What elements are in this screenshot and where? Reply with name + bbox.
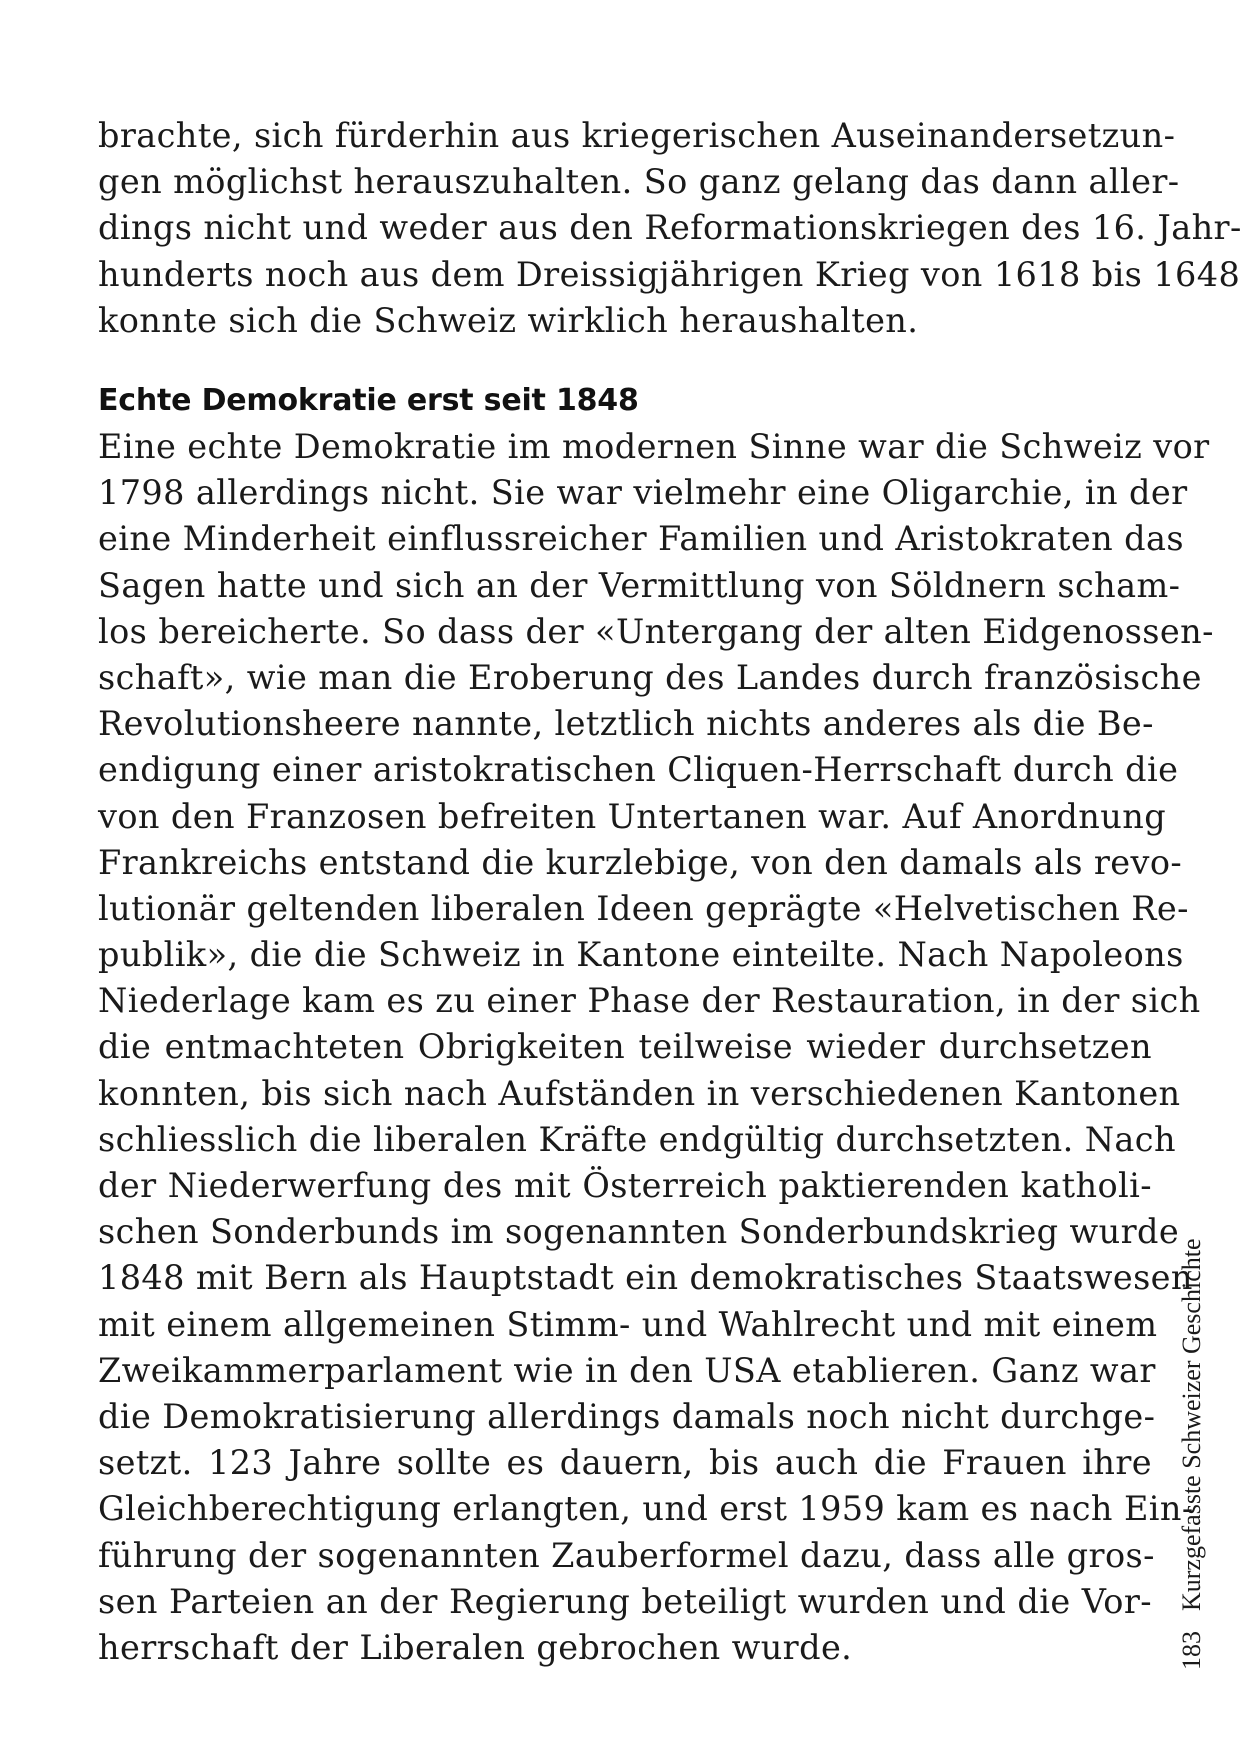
- text-line: hunderts noch aus dem Dreissigjährigen Krieg von 1618 bis 1648: [98, 254, 1241, 294]
- text-line: führung der sogenannten Zauberformel dazu, dass alle gros-: [98, 1535, 1155, 1575]
- body-paragraph-1: [98, 113, 1242, 344]
- text-line: Sagen hatte und sich an der Vermittlung von Söldnern scham-: [98, 565, 1181, 605]
- text-line: lutionär geltenden liberalen Ideen geprägte «Helvetischen Re-: [98, 888, 1189, 928]
- text-line: dings nicht und weder aus den Reformationskriegen des 16. Jahr-: [98, 208, 1242, 248]
- text-line: schen Sonderbunds im sogenannten Sonderbundskrieg wurde: [98, 1212, 1180, 1252]
- text-line: Gleichberechtigung erlangten, und erst 1959 kam es nach Ein-: [98, 1489, 1194, 1529]
- text-line: brachte, sich fürderhin aus kriegerischen Auseinandersetzun-: [98, 116, 1176, 155]
- text-line: von den Franzosen befreiten Untertanen war. Auf Anordnung: [98, 796, 1167, 836]
- text-line: konnten, bis sich nach Aufständen in verschiedenen Kantonen: [98, 1073, 1181, 1113]
- text-line: herrschaft der Liberalen gebrochen wurde.: [98, 1627, 853, 1667]
- text-line: Revolutionsheere nannte, letztlich nichts anderes als die Be-: [98, 704, 1154, 744]
- text-line: sen Parteien an der Regierung beteiligt wurden und die Vor-: [98, 1581, 1152, 1621]
- running-title: Kurzgefasste Schweizer Geschichte: [1177, 1238, 1206, 1611]
- text-line: konnte sich die Schweiz wirklich heraushalten.: [98, 300, 919, 340]
- text-line: Eine echte Demokratie im modernen Sinne war die Schweiz vor: [98, 427, 1210, 466]
- text-line: 1798 allerdings nicht. Sie war vielmehr eine Oligarchie, in der: [98, 473, 1188, 513]
- running-footer: [1175, 1239, 1209, 1671]
- text-line: schaft», wie man die Eroberung des Landes durch französische: [98, 657, 1202, 697]
- text-line: gen möglichst herauszuhalten. So ganz gelang das dann aller-: [98, 162, 1180, 202]
- section-heading: Echte Demokratie erst seit 1848: [98, 383, 639, 418]
- text-line: los bereicherte. So dass der «Untergang der alten Eidgenossen-: [98, 611, 1214, 651]
- text-line: die entmachteten Obrigkeiten teilweise wieder durchsetzen: [98, 1027, 1152, 1067]
- text-line: publik», die die Schweiz in Kantone einteilte. Nach Napoleons: [98, 935, 1184, 975]
- text-line: endigung einer aristokratischen Cliquen-Herrschaft durch die: [98, 750, 1179, 790]
- text-line: der Niederwerfung des mit Österreich paktierenden katholi-: [98, 1166, 1152, 1205]
- text-line: 1848 mit Bern als Hauptstadt ein demokratisches Staatswesen: [98, 1258, 1193, 1298]
- text-line: eine Minderheit einflussreicher Familien und Aristokraten das: [98, 519, 1184, 559]
- text-line: setzt. 123 Jahre sollte es dauern, bis auch die Frauen ihre: [98, 1443, 1152, 1483]
- text-line: Frankreichs entstand die kurzlebige, von den damals als revo-: [98, 842, 1183, 882]
- text-line: mit einem allgemeinen Stimm- und Wahlrecht und mit einem: [98, 1304, 1158, 1344]
- text-line: Niederlage kam es zu einer Phase der Restauration, in der sich: [98, 981, 1201, 1021]
- text-line: die Demokratisierung allerdings damals noch nicht durchge-: [98, 1396, 1156, 1436]
- text-line: schliesslich die liberalen Kräfte endgültig durchsetzten. Nach: [98, 1119, 1176, 1159]
- text-line: Zweikammerparlament wie in den USA etablieren. Ganz war: [98, 1350, 1156, 1390]
- page-number: 183: [1177, 1631, 1206, 1670]
